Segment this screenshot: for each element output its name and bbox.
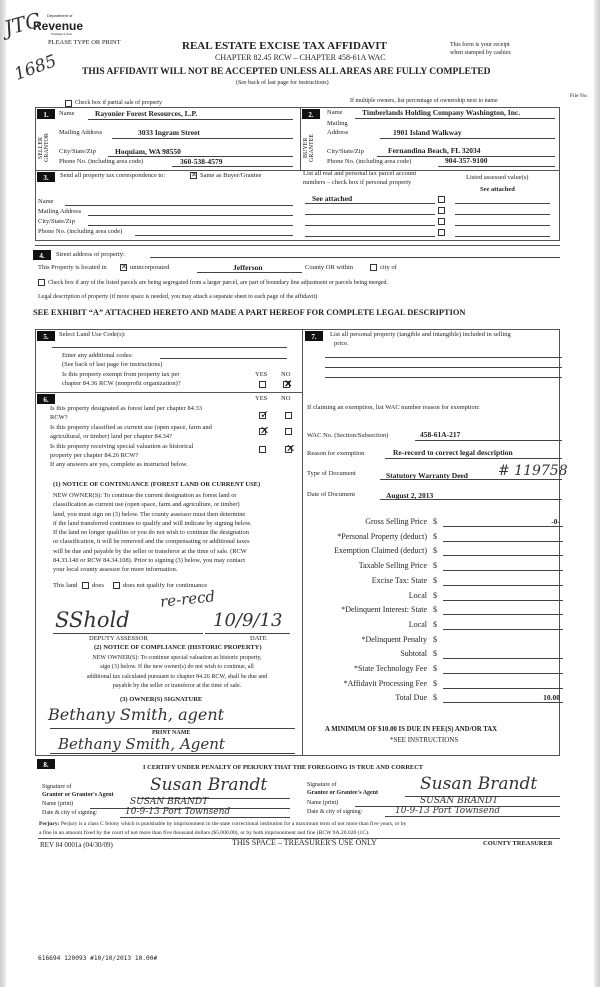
buyer-name-label: Name xyxy=(327,109,343,116)
dollar-sign: $ xyxy=(433,517,437,526)
grantee-signature-label-2: Grantee or Grantee's Agent xyxy=(307,790,379,796)
forest-land-yes-checkbox[interactable]: ✓ xyxy=(260,409,270,421)
notice-line: your local county assessor for more information. xyxy=(53,566,178,574)
seller-name-label: Name xyxy=(59,110,75,117)
perjury-label: Perjury: xyxy=(39,821,60,827)
sec5-yes-header: YES xyxy=(255,371,268,378)
fee-label: Subtotal xyxy=(400,649,427,659)
buyer-address-label-2: Address xyxy=(327,129,349,136)
certify-statement: I CERTIFY UNDER PENALTY OF PERJURY THAT THE FOREGOING IS TRUE AND CORRECT xyxy=(143,764,424,771)
segregated-checkbox[interactable] xyxy=(38,279,45,286)
sec6-no-header: NO xyxy=(281,395,291,402)
wac-label: WAC No. (Section/Subsection) xyxy=(307,432,389,439)
forest-land-question-2: RCW? xyxy=(50,414,68,421)
grantor-name-label: Name (print) xyxy=(42,801,74,807)
unincorporated-checkbox[interactable]: ✕ xyxy=(121,263,127,271)
partial-sale-checkbox[interactable] xyxy=(65,100,72,107)
grantor-printed-name[interactable]: SUSAN BRANDT xyxy=(130,797,209,807)
section-8-label: 8. xyxy=(37,759,55,769)
assessor-date: 10/9/13 xyxy=(213,610,283,631)
notice-line: NEW OWNER(S): To continue the current designation as forest land or xyxy=(53,492,237,499)
notice-line: land, you must sign on (3) below. The county assessor must then determine xyxy=(53,510,246,518)
fee-line xyxy=(443,600,563,601)
notice-line: sign (3) below. If the new owner(s) do not wish to continue, all xyxy=(100,664,254,671)
dollar-sign: $ xyxy=(433,664,437,673)
assessor-signature: SShold xyxy=(55,608,130,632)
fee-label: Taxable Selling Price xyxy=(358,561,427,571)
section-6-label: 6. xyxy=(37,394,55,404)
multiple-owners-note: If multiple owners, list percentage of ownership next to name xyxy=(350,98,498,104)
buyer-city-label: City/State/Zip xyxy=(327,148,364,155)
current-use-question-2: agricultural, or timber) land per chapter 84.34? xyxy=(50,433,173,440)
street-address-label: Street address of property: xyxy=(56,251,125,258)
handwritten-rerecd: re-recd xyxy=(159,587,216,611)
wac-number[interactable]: 458-61A-217 xyxy=(420,430,461,439)
seller-name[interactable]: Rayonier Forest Resources, L.P. xyxy=(95,109,198,118)
parcel-list-label-1: List all real and personal tax parcel account xyxy=(303,170,417,177)
treasurer-receipt-stamp: 616694 120093 #10/10/2013 10.00# xyxy=(38,955,158,962)
additional-codes-label: Enter any additional codes: xyxy=(62,352,133,359)
historic-question-2: property per chapter 84.26 RCW? xyxy=(50,452,139,459)
same-as-buyer-checkbox[interactable]: ✕ xyxy=(191,171,197,179)
receipt-note-1: This form is your receipt xyxy=(450,42,510,48)
dollar-sign: $ xyxy=(433,531,437,541)
notice-line: if the land transferred continues to qualify and will indicate by signing below. xyxy=(53,519,252,527)
section-7-label: 7. xyxy=(305,331,323,341)
fee-label: Exemption Claimed (deduct) xyxy=(334,546,427,556)
scan-edge-right xyxy=(594,0,600,987)
seller-city-label: City/State/Zip xyxy=(59,148,96,155)
reason-label: Reason for exemption xyxy=(307,450,365,457)
please-type: PLEASE TYPE OR PRINT xyxy=(48,39,121,46)
fee-label: *Delinquent Penalty xyxy=(361,634,427,644)
notice-line: or classification, it will be removed and the compensating or additional taxes xyxy=(53,538,250,546)
dollar-sign: $ xyxy=(433,590,437,600)
correspondence-city-label: City/State/Zip xyxy=(38,218,75,225)
correspondence-phone-label: Phone No. (including area code) xyxy=(38,228,123,235)
buyer-phone[interactable]: 904-357-9100 xyxy=(445,156,488,165)
fee-label: Excise Tax: State xyxy=(371,575,427,585)
fee-label: *Personal Property (deduct) xyxy=(337,531,427,541)
dollar-sign: $ xyxy=(433,678,437,688)
county-value[interactable]: Jefferson xyxy=(233,263,263,272)
fee-line xyxy=(443,614,563,615)
handwritten-document-number: # 119758 xyxy=(498,463,568,479)
fee-label: Local xyxy=(408,619,427,629)
fee-label: Total Due xyxy=(395,693,427,703)
buyer-name[interactable]: Timberlands Holding Company Washington, Inc. xyxy=(362,108,521,117)
owner-signature-title: (3) OWNER(S) SIGNATURE xyxy=(120,696,203,703)
city-checkbox[interactable] xyxy=(370,264,377,271)
owner-printed-name[interactable]: Bethany Smith, Agent xyxy=(58,735,225,753)
personal-property-checkbox-3[interactable] xyxy=(438,218,445,225)
this-land-label: This land xyxy=(53,582,78,589)
exemption-instruction: If claiming an exemption, list WAC number reason for exemption: xyxy=(307,404,480,411)
correspondence-name-label: Name xyxy=(38,198,54,205)
fee-line xyxy=(443,555,563,556)
personal-property-label-2: price. xyxy=(334,340,349,347)
send-correspondence-label: Send all property tax correspondence to: xyxy=(60,172,166,179)
assessed-values-label: Listed assessed value(s) xyxy=(466,174,529,181)
county-or-label: County OR within xyxy=(305,264,354,271)
correspondence-address-label: Mailing Address xyxy=(38,208,82,215)
fee-line xyxy=(443,629,563,630)
section-4-label: 4. xyxy=(33,250,51,260)
minimum-due-note: A MINIMUM OF $10.00 IS DUE IN FEE(S) AND/OR TAX xyxy=(325,726,498,733)
parcel-list-label-2: numbers – check box if personal property xyxy=(303,179,412,186)
nonprofit-question-2: chapter 84.36 RCW (nonprofit organization)? xyxy=(62,380,181,387)
chapter: CHAPTER 82.45 RCW – CHAPTER 458-61A WAC xyxy=(215,53,386,62)
buyer-phone-label: Phone No. (including area code) xyxy=(327,158,412,165)
notice-line: classification as current use (open space, farm and agriculture, or timber) xyxy=(53,501,240,509)
seller-city[interactable]: Hoquiam, WA 98550 xyxy=(115,147,181,156)
notice-continuance-text xyxy=(53,491,303,575)
historic-yes-checkbox[interactable] xyxy=(259,446,266,453)
located-in-label: This Property is located in xyxy=(38,264,107,271)
assessor-date-label: DATE xyxy=(250,635,267,642)
fee-line xyxy=(443,688,563,689)
logo-text: Revenue xyxy=(33,19,84,33)
see-instructions: *SEE INSTRUCTIONS xyxy=(390,736,459,744)
fee-line xyxy=(443,526,563,527)
current-use-yes-checkbox[interactable]: ✕ xyxy=(260,425,270,437)
print-name-label: PRINT NAME xyxy=(152,730,191,736)
forest-land-question-1: Is this property designated as forest land per chapter 84.33 xyxy=(50,405,202,412)
document-date[interactable]: August 2, 2013 xyxy=(386,491,434,500)
dollar-sign: $ xyxy=(433,575,437,585)
buyer-side-label: BUYER GRANTEE xyxy=(303,134,315,162)
seller-side-label: SELLER GRANTOR xyxy=(38,133,50,163)
form-revision: REV 84 0001a (04/30/09) xyxy=(40,841,113,849)
fee-line xyxy=(443,702,563,703)
county-treasurer-label: COUNTY TREASURER xyxy=(483,840,553,847)
buyer-address[interactable]: 1901 Island Walkway xyxy=(393,128,462,137)
sec5-no-header: NO xyxy=(281,371,291,378)
treasurer-space-label: THIS SPACE – TREASURER'S USE ONLY xyxy=(232,838,377,847)
fee-line xyxy=(443,570,563,571)
seller-phone[interactable]: 360-538-4579 xyxy=(180,157,223,166)
land-use-label: Select Land Use Code(s): xyxy=(59,331,126,338)
fee-label: Local xyxy=(408,590,427,600)
notice-line: 84.33.140 or RCW 84.34.108). Prior to signing (3) below, you may contact xyxy=(53,557,246,565)
section-5-label: 5. xyxy=(37,331,55,341)
perjury-line-2: a fine in an amount fixed by the court of not more than five thousand dollars ($5,000.00), or by both imprisonment and fine (RCW 9A.20.020 (1C). xyxy=(39,830,370,836)
section-3-label: 3. xyxy=(37,172,55,182)
exemption-reason[interactable]: Re-record to correct legal description xyxy=(393,448,513,457)
segregated-label: Check box if any of the listed parcels are being segregated from a larger parcel, are part of boundary line adjustment or parcels being merged. xyxy=(48,280,388,286)
grantor-signature[interactable]: Susan Brandt xyxy=(150,775,268,795)
dollar-sign: $ xyxy=(433,693,437,703)
grantee-date-city[interactable]: 10-9-13 Port Townsend xyxy=(395,806,501,816)
section-1-label: 1. xyxy=(37,109,55,119)
grantee-signature[interactable]: Susan Brandt xyxy=(420,774,538,794)
does-not-label: does not qualify for continuance xyxy=(123,582,208,589)
dollar-sign: $ xyxy=(433,649,437,659)
personal-property-checkbox-2[interactable] xyxy=(438,207,445,214)
handwritten-corner-2: 1685 xyxy=(11,51,60,85)
handwritten-corner-1: JTC xyxy=(1,7,44,41)
scan-edge-left xyxy=(0,0,6,987)
document-date-label: Date of Document xyxy=(307,491,356,498)
dollar-sign: $ xyxy=(433,619,437,629)
grantor-signature-label-2: Grantor or Grantor's Agent xyxy=(42,792,114,798)
document-type-label: Type of Document xyxy=(307,470,356,477)
does-not-qualify-checkbox[interactable] xyxy=(113,582,120,589)
assessed-value-1[interactable]: See attached xyxy=(480,186,515,193)
unincorporated-label: unincorporated xyxy=(130,264,170,271)
notice-line: additional tax calculated pursuant to chapter 84.26 RCW, shall be due and xyxy=(86,673,268,680)
notice-line: will be due and payable by the seller or transferor at the time of sale. (RCW xyxy=(53,547,247,555)
current-use-question-1: Is this property classified as current use (open space, farm and xyxy=(50,424,212,431)
fee-label: *Delinquent Interest: State xyxy=(341,605,427,615)
current-use-no-checkbox[interactable] xyxy=(285,428,292,435)
buyer-address-label-1: Mailing xyxy=(327,120,348,127)
forest-land-no-checkbox[interactable] xyxy=(285,412,292,419)
sec6-yes-header: YES xyxy=(255,395,268,402)
receipt-note-2: when stamped by cashier. xyxy=(450,50,512,56)
dollar-sign: $ xyxy=(433,561,437,571)
fee-value[interactable]: -0- xyxy=(551,517,560,526)
grantee-name-label: Name (print) xyxy=(307,800,339,806)
grantor-date-city-label: Date & city of signing: xyxy=(42,810,98,816)
grantee-printed-name[interactable]: SUSAN BRANDT xyxy=(420,796,499,806)
perjury-text-1: Perjury is a class C felony which is punishable by imprisonment in the state correctional institution for a maximum term of not more than five years, or by xyxy=(59,821,407,827)
document-type[interactable]: Statutory Warranty Deed xyxy=(386,471,468,480)
dollar-sign: $ xyxy=(433,634,437,644)
notice-line: payable by the seller or transferor at the time of sale. xyxy=(112,682,242,689)
buyer-city[interactable]: Fernandina Beach, FL 32034 xyxy=(388,146,481,155)
city-of-label: city of xyxy=(380,264,397,271)
fee-label: Gross Selling Price xyxy=(365,517,427,526)
notice-line: NEW OWNER(S): To continue special valuation as historic property, xyxy=(92,655,262,661)
seller-phone-label: Phone No. (including area code) xyxy=(59,158,144,165)
notice-compliance-text xyxy=(52,654,302,691)
warning: THIS AFFIDAVIT WILL NOT BE ACCEPTED UNLESS ALL AREAS ARE FULLY COMPLETED xyxy=(82,67,491,77)
grantee-signature-label-1: Signature of xyxy=(307,782,337,788)
notice-compliance-title: (2) NOTICE OF COMPLIANCE (HISTORIC PROPERTY) xyxy=(94,644,262,651)
form-title: REAL ESTATE EXCISE TAX AFFIDAVIT xyxy=(182,40,387,52)
fee-label: *Affidavit Processing Fee xyxy=(343,678,427,688)
dollar-sign: $ xyxy=(433,546,437,556)
fee-value[interactable]: 10.00 xyxy=(543,693,560,703)
does-label: does xyxy=(92,582,104,589)
nonprofit-yes-checkbox[interactable] xyxy=(259,381,266,388)
personal-property-label-1: List all personal property (tangible and intangible) included in selling xyxy=(330,331,511,338)
fee-line xyxy=(443,585,563,586)
notice-continuance-title: (1) NOTICE OF CONTINUANCE (FOREST LAND OR CURRENT USE) xyxy=(53,481,261,488)
deputy-assessor-label: DEPUTY ASSESSOR xyxy=(89,635,148,642)
owner-signature[interactable]: Bethany Smith, agent xyxy=(48,705,225,724)
seller-address[interactable]: 3033 Ingram Street xyxy=(138,128,200,137)
fee-line xyxy=(443,658,563,659)
file-no: File No. xyxy=(570,93,589,99)
section-2-label: 2. xyxy=(302,109,320,119)
logo-sub: Washington State xyxy=(51,32,73,36)
logo-small-text: Department of xyxy=(47,13,73,18)
fee-line xyxy=(443,673,563,674)
sec5-see-back: (See back of last page for instructions) xyxy=(62,361,163,368)
grantor-date-city[interactable]: 10-9-13 Port Townsend xyxy=(125,807,231,817)
historic-no-checkbox[interactable]: ✕ xyxy=(286,443,296,455)
seller-address-label: Mailing Address xyxy=(59,129,103,136)
fee-line xyxy=(443,541,563,542)
grantee-date-city-label: Date & city of signing: xyxy=(307,809,363,815)
perjury-line-1 xyxy=(39,822,406,828)
legal-description-label: Legal description of property (if more space is needed, you may attach a separate sheet to each page of the affidavit) xyxy=(38,294,318,300)
same-as-buyer-label: Same as Buyer/Grantee xyxy=(200,172,262,179)
notice-line: If the land no longer qualifies or you do not wish to continue the designation xyxy=(53,529,249,537)
fee-label: *State Technology Fee xyxy=(353,664,427,673)
nonprofit-no-checkbox[interactable]: ✕ xyxy=(284,379,293,390)
if-yes-instruction: If any answers are yes, complete as instructed below. xyxy=(50,461,188,468)
personal-property-checkbox-1[interactable] xyxy=(438,196,445,203)
see-back: (See back of last page for instructions) xyxy=(236,80,329,86)
does-qualify-checkbox[interactable] xyxy=(82,582,89,589)
parcel-number-1[interactable]: See attached xyxy=(312,194,353,203)
grantor-signature-label-1: Signature of xyxy=(42,784,72,790)
personal-property-checkbox-4[interactable] xyxy=(438,229,445,236)
nonprofit-question-1: Is this property exempt from property tax per xyxy=(62,371,180,378)
historic-question-1: Is this property receiving special valuation as historical xyxy=(50,443,194,450)
partial-sale-label: Check box if partial sale of property xyxy=(75,100,162,106)
exhibit-reference: SEE EXHIBIT “A” ATTACHED HERETO AND MADE A PART HEREOF FOR COMPLETE LEGAL DESCRIPTION xyxy=(33,308,466,317)
dollar-sign: $ xyxy=(433,605,437,615)
